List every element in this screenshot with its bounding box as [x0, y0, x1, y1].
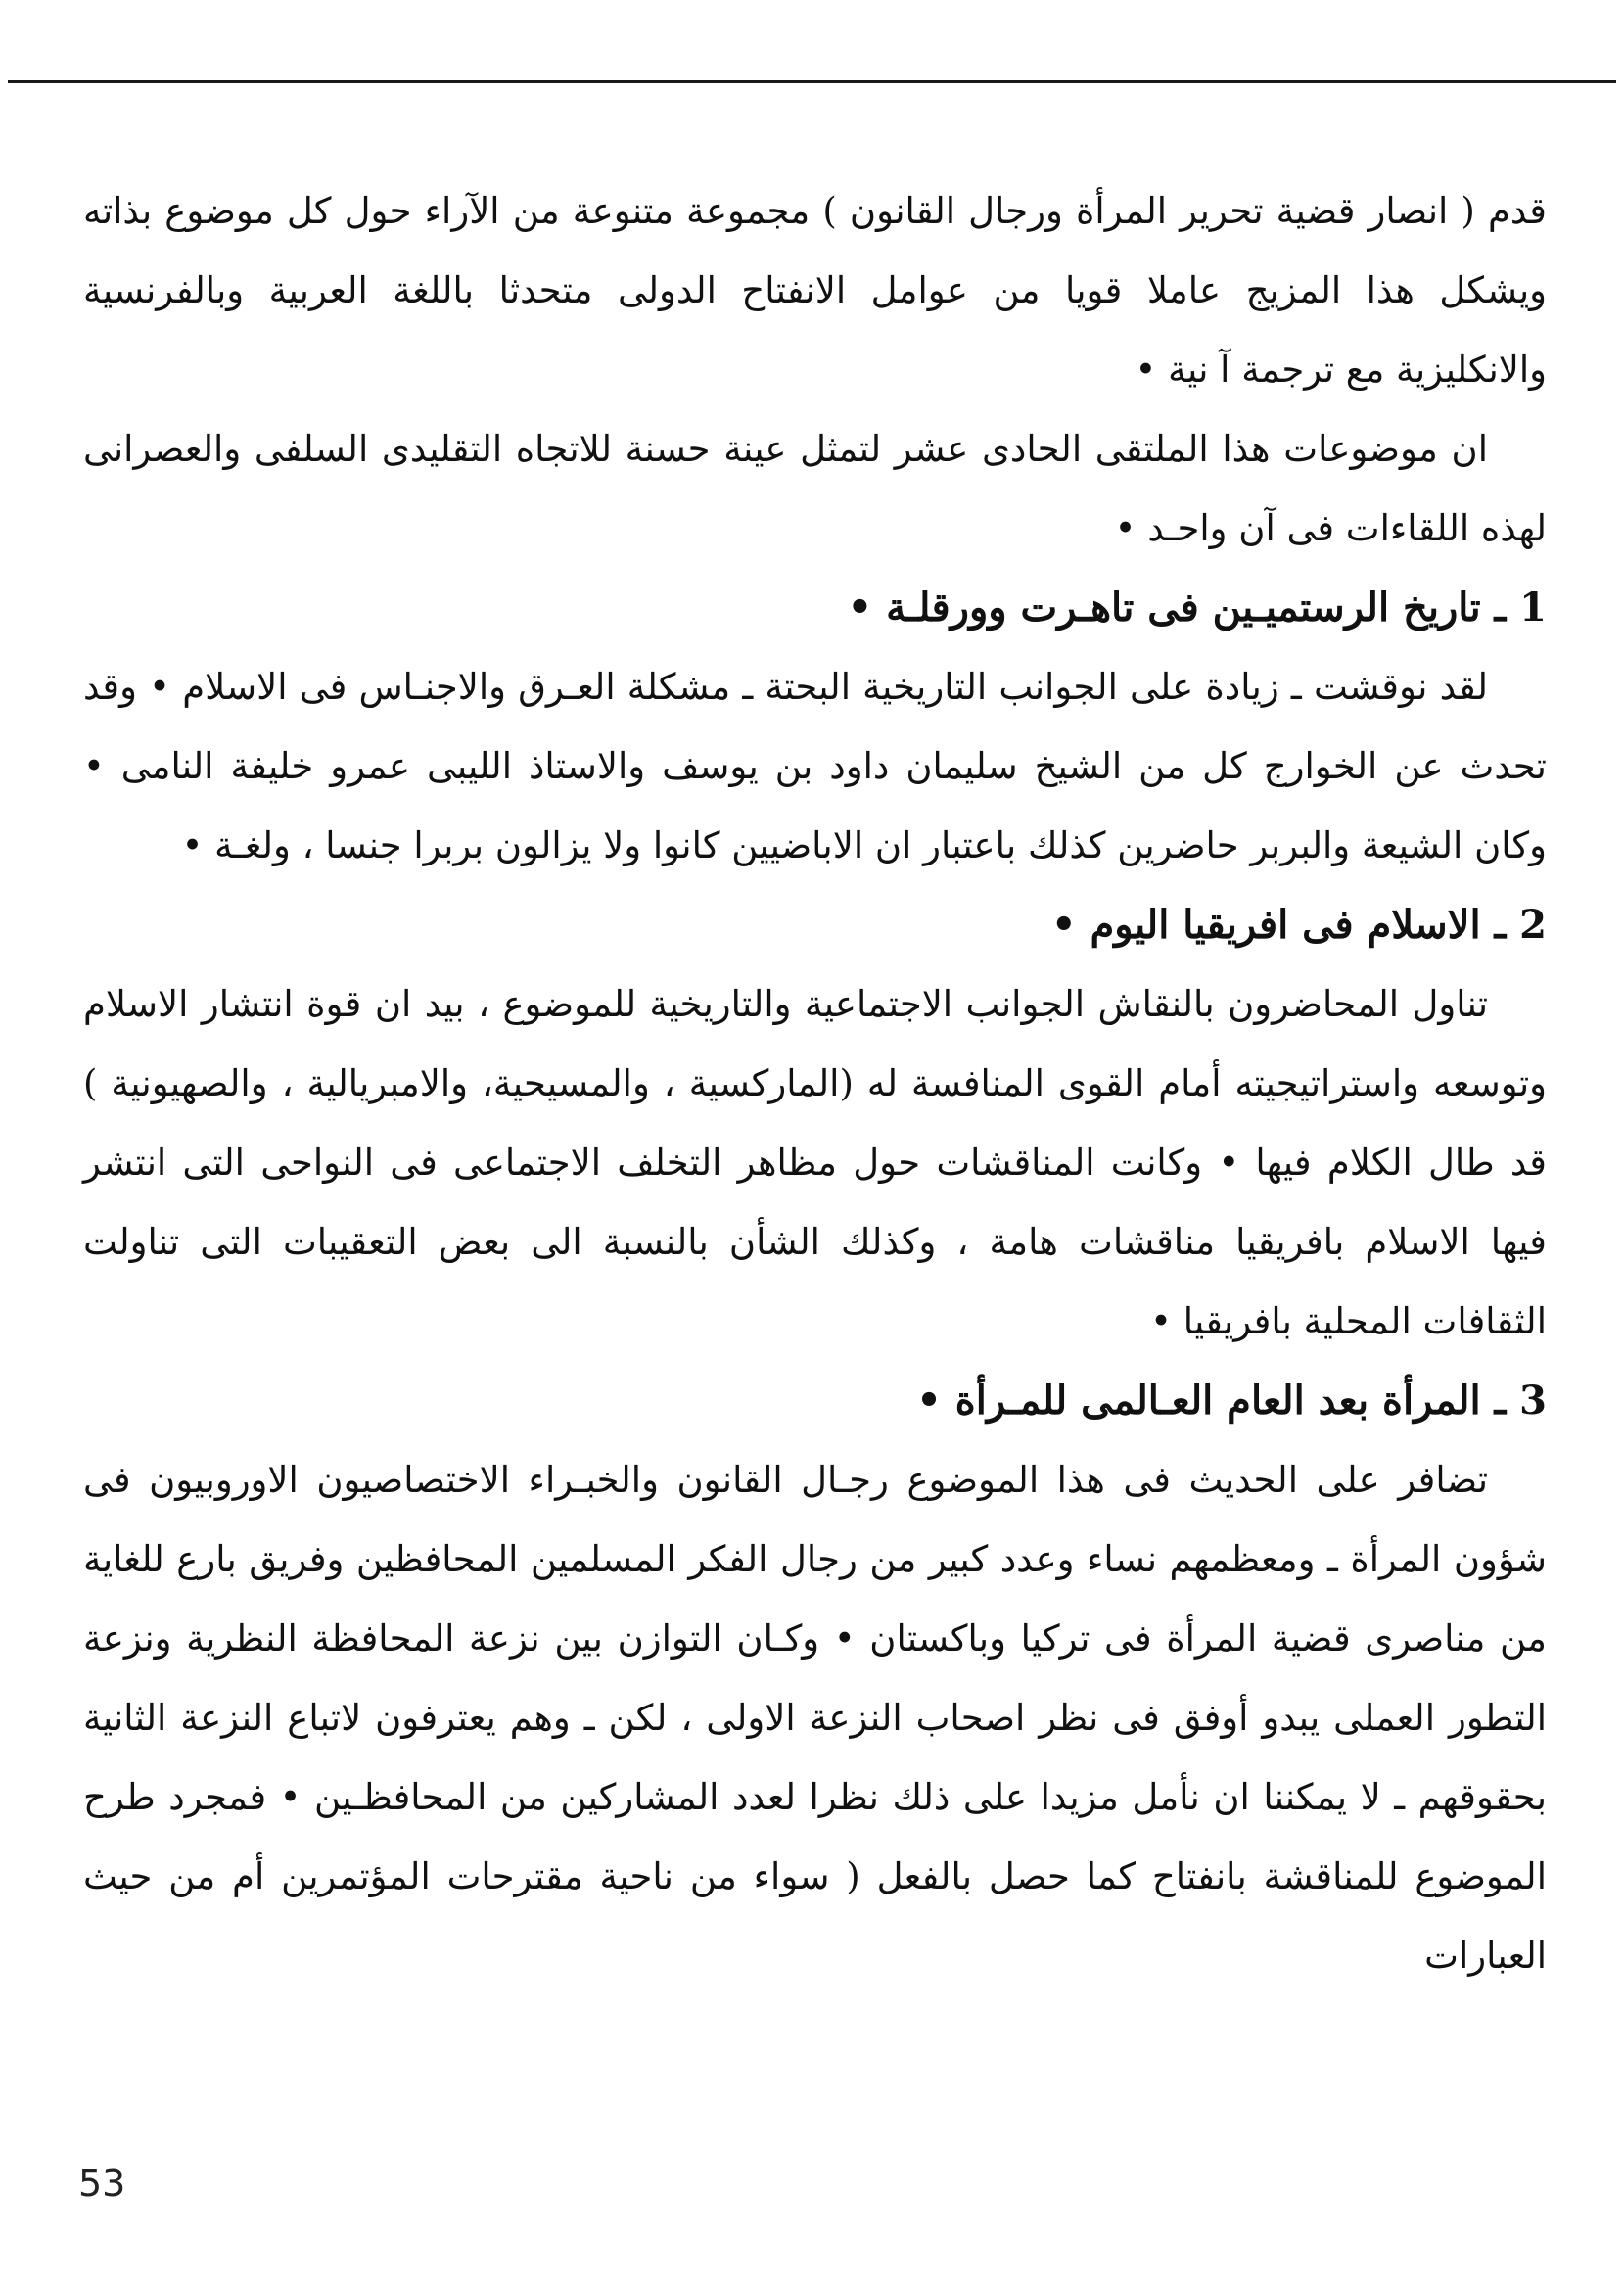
- section-heading-3: 3 ـ المرأة بعد العام العـالمى للمـرأة •: [916, 1378, 1547, 1424]
- top-rule: [8, 80, 1616, 83]
- paragraph-section-2: تناول المحاضرون بالنقاش الجوانب الاجتماعية والتاريخية للموضوع ، بيد ان قوة انتشار الاسلام وتوسعه واستراتيجيته أمام القوى المنافسة له (الماركسية ، والمسيحية، والامبريالية ، والصهيونية ) قد طال الكلام فيها • وكانت المناقشات حول مظاهر التخلف الاجتماعى فى النواحى التى انتشر فيها الاسلام بافريقيا مناقشات هامة ، وكذلك الشأن بالنسبة الى بعض التعقيبات التى تناولت الثقافات المحلية بافريقيا •: [83, 983, 1547, 1342]
- paragraph-intro: قدم ( انصار قضية تحرير المرأة ورجال القانون ) مجموعة متنوعة من الآراء حول كل موضوع بذاته ويشكل هذا المزيج عاملا قويا من عوامل الانفتاح الدولى متحدثا باللغة العربية وبالفرنسية والانكليزية مع ترجمة آ نية •: [83, 190, 1547, 391]
- section-heading-1: 1 ـ تاريخ الرستميـين فى تاهـرت وورقلـة •: [847, 584, 1547, 631]
- paragraph-topics: ان موضوعات هذا الملتقى الحادى عشر لتمثل عينة حسنة للاتجاه التقليدى السلفى والعصرانى لهذه اللقاءات فى آن واحـد •: [83, 428, 1547, 549]
- section-heading-2: 2 ـ الاسلام فى افريقيا اليوم •: [1051, 902, 1547, 948]
- page-number: 53: [78, 2162, 126, 2205]
- paragraph-section-1: لقد نوقشت ـ زيادة على الجوانب التاريخية البحتة ـ مشكلة العـرق والاجنـاس فى الاسلام • وقد تحدث عن الخوارج كل من الشيخ سليمان داود بن يوسف والاستاذ الليبى عمرو خليفة النامى • وكان الشيعة والبربر حاضرين كذلك باعتبار ان الاباضيين كانوا ولا يزالون بربرا جنسا ، ولغـة •: [83, 666, 1547, 866]
- paragraph-section-3: تضافر على الحديث فى هذا الموضوع رجـال القانون والخبـراء الاختصاصيون الاوروبيون فى شؤون المرأة ـ ومعظمهم نساء وعدد كبير من رجال الفكر المسلمين المحافظين وفريق بارع للغاية من مناصرى قضية المرأة فى تركيا وباكستان • وكـان التوازن بين نزعة المحافظة النظرية ونزعة التطور العملى يبدو أوفق فى نظر اصحاب النزعة الاولى ، لكن ـ وهم يعترفون لاتباع النزعة الثانية بحقوقهم ـ لا يمكننا ان نأمل مزيدا على ذلك نظرا لعدد المشاركين من المحافظـين • فمجرد طرح الموضوع للمناقشة بانفتاح كما حصل بالفعل ( سواء من ناحية مقترحات المؤتمرين أم من حيث العبارات: [83, 1459, 1548, 1977]
- page-body: [83, 171, 1547, 1995]
